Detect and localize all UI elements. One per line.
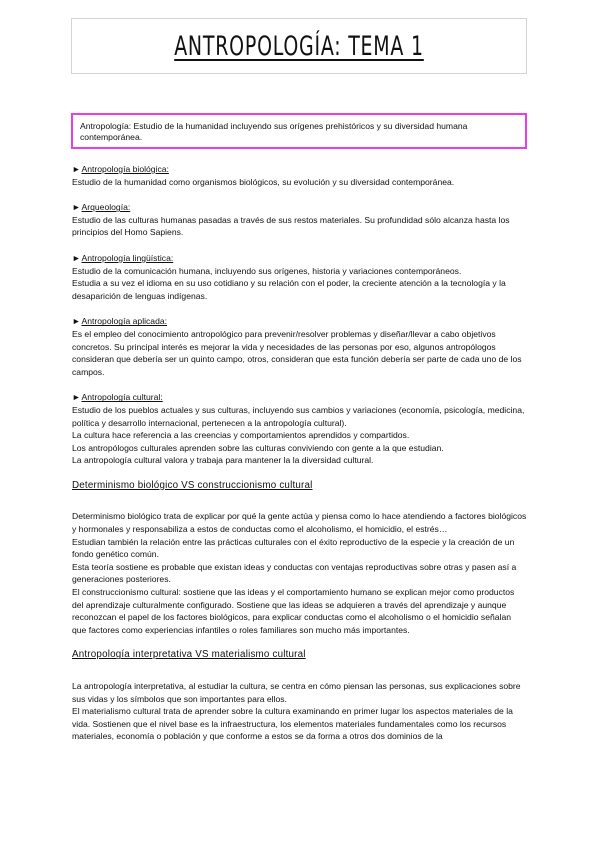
page-title: ANTROPOLOGÍA: TEMA 1	[174, 31, 424, 62]
subsection-title-interpretativa: Antropología interpretativa VS materialismo cultural	[72, 649, 306, 661]
paragraph: La cultura hace referencia a las creencias y comportamientos aprendidos y compartidos.	[72, 430, 410, 441]
subsection-interpretativa	[72, 680, 527, 743]
section-heading: ►Antropología biológica:	[72, 164, 169, 174]
subsection-determinismo	[72, 510, 527, 636]
section-arqueologia	[72, 201, 527, 239]
paragraph: La antropología interpretativa, al estudiar la cultura, se centra en cómo piensan las personas, sus explicaciones sobre sus vidas y los símbolos que son importantes para ellos.	[72, 681, 521, 704]
section-heading: ►Antropología lingüística:	[72, 252, 174, 263]
paragraph: Estudian también la relación entre las prácticas culturales con el éxito reproductivo de la especie y la creación de un fondo genético común.	[72, 536, 515, 560]
arrow-icon: ►	[72, 164, 81, 174]
section-antropologia-cultural	[72, 391, 527, 467]
title-box	[71, 18, 527, 74]
section-heading: ►Antropología aplicada:	[72, 316, 168, 327]
section-antropologia-aplicada	[72, 315, 527, 378]
paragraph: Estudio de los pueblos actuales y sus culturas, incluyendo sus cambios y variaciones (economía, psicología, medicina, política y desarrollo internacional, pertenecen a la antropología cultural).	[72, 404, 525, 428]
paragraph: Los antropólogos culturales aprenden sobre las culturas conviviendo con gente a la que estudian.	[72, 442, 444, 453]
paragraph: Estudio de la comunicación humana, incluyendo sus orígenes, historia y variaciones contemporáneos.	[72, 265, 462, 276]
paragraph: Estudio de las culturas humanas pasadas a través de sus restos materiales. Su profundidad sólo alcanza hasta los principios del Homo Sapiens.	[72, 214, 510, 238]
arrow-icon: ►	[72, 392, 81, 403]
paragraph: Es el empleo del conocimiento antropológico para prevenir/resolver problemas y diseñar/llevar a cabo objetivos concretos. Su principal interés es mejorar la vida y necesidades de las personas por eso, algunos antropólogos consideran que debería ser un quinto campo, otros, consideran que esta función debería ser parte de cada uno de los campos.	[72, 328, 522, 377]
paragraph: Esta teoría sostiene es probable que existan ideas y conductas con ventajas reproductivas sobre otras y pasen así a generaciones posteriores.	[72, 561, 517, 585]
arrow-icon: ►	[72, 316, 81, 327]
section-antropologia-biologica	[72, 163, 527, 188]
definition-text: Antropología: Estudio de la humanidad incluyendo sus orígenes prehistóricos y su diversidad humana contemporánea.	[80, 121, 468, 142]
paragraph: El materialismo cultural trata de aprender sobre la cultura examinando en primer lugar los aspectos materiales de la vida. Sostienen que el nivel base es la infraestructura, los elementos materiales fundamentales como los recursos materiales, economía o población y que conforme a estos se da forma a otros dos dominios de la	[72, 706, 513, 742]
subsection-title-determinismo: Determinismo biológico VS construccionismo cultural	[72, 479, 313, 491]
paragraph: Determinismo biológico trata de explicar por qué la gente actúa y piensa como lo hace atendiendo a factores biológicos y hormonales y responsabiliza a estos de conductas como el alcoholismo, el homicidio, el estrés…	[72, 511, 527, 535]
arrow-icon: ►	[72, 202, 81, 213]
definition-box	[71, 113, 527, 149]
arrow-icon: ►	[72, 252, 81, 263]
content	[72, 163, 527, 756]
section-heading: ►Arqueología:	[72, 202, 131, 213]
paragraph: La antropología cultural valora y trabaja para mantener la la diversidad cultural.	[72, 455, 374, 466]
section-antropologia-linguistica	[72, 252, 527, 302]
paragraph: Estudio de la humanidad como organismos biológicos, su evolución y su diversidad contemporánea.	[72, 176, 455, 187]
paragraph: El construccionismo cultural: sostiene que las ideas y el comportamiento humano se explican mejor como productos del aprendizaje culturalmente configurado. Sostiene que las ideas se adquieren a través del aprendizaje y aunque reconozcan el papel de los factores biológicos, para explicar conductas como el alcoholismo o el homicidio señalan que factores como experiencias infantiles o roles familiares son mucho más importantes.	[72, 587, 515, 635]
section-heading: ►Antropología cultural:	[72, 392, 163, 403]
paragraph: Estudia a su vez el idioma en su uso cotidiano y su relación con el poder, la creciente atención a la tecnología y la desaparición de lenguas indígenas.	[72, 278, 506, 301]
